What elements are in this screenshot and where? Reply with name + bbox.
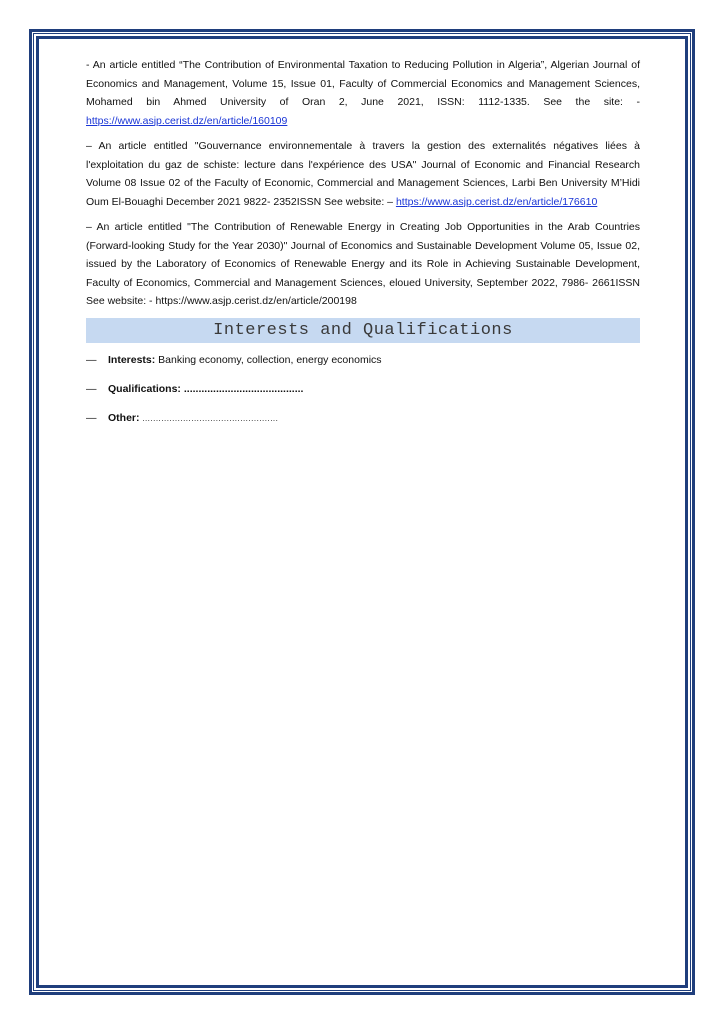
other-label: Other: [108, 411, 140, 424]
interests-label: Interests: [108, 353, 156, 366]
list-item-other [86, 411, 640, 426]
article-entry-1 [86, 56, 640, 130]
article-entry-3 [86, 218, 640, 311]
qualifications-value: ......................................... [180, 382, 304, 395]
article-link[interactable]: https://www.asjp.cerist.dz/en/article/176610 [395, 195, 598, 208]
qualifications-list [86, 353, 640, 426]
article-link[interactable]: https://www.asjp.cerist.dz/en/article/160109 [86, 114, 288, 127]
qualifications-label: Qualifications: [108, 382, 181, 395]
article-text: – An article entitled "Gouvernance environnementale à travers la gestion des externalités négatives liées à l'exploitation du gaz de schiste: lecture dans l'expérience des USA" Journal of Economic and Financial Research Volume 08 Issue 02 of the Faculty of Economic, Commercial and Management Sciences, Larbi Ben University M’Hidi Oum El-Bouaghi December 2021 9822- 2352ISSN See website: – [86, 140, 640, 208]
list-item-qualifications [86, 382, 640, 396]
other-value: .................................................. [139, 413, 279, 423]
page-content [86, 56, 640, 441]
dash-bullet-icon: — [86, 382, 97, 395]
interests-value: Banking economy, collection, energy economics [155, 353, 382, 366]
article-text: - An article entitled “The Contribution of Environmental Taxation to Reducing Pollution in Algeria”, Algerian Journal of Economics and Management, Volume 15, Issue 01, Faculty of Commercial Economics and Management Sciences, Mohamed bin Ahmed University of Oran 2, June 2021, ISSN: 1112-1335. See the site: - [86, 59, 640, 108]
article-text: – An article entitled "The Contribution of Renewable Energy in Creating Job Opportunities in the Arab Countries (Forward-looking Study for the Year 2030)" Journal of Economics and Sustainable Development Volume 05, Issue 02, issued by the Laboratory of Economics of Renewable Energy and its Role in Achieving Sustainable Development, Faculty of Economics, Commercial and Management Sciences, eloued University, September 2022, 7986- 2661ISSN See website: - https://www.asjp.cerist.dz/en/article/200198 [86, 221, 640, 307]
list-item-interests [86, 353, 640, 367]
section-header-interests-qualifications: Interests and Qualifications [86, 318, 640, 343]
dash-bullet-icon: — [86, 411, 97, 424]
article-entry-2 [86, 137, 640, 211]
dash-bullet-icon: — [86, 353, 97, 366]
